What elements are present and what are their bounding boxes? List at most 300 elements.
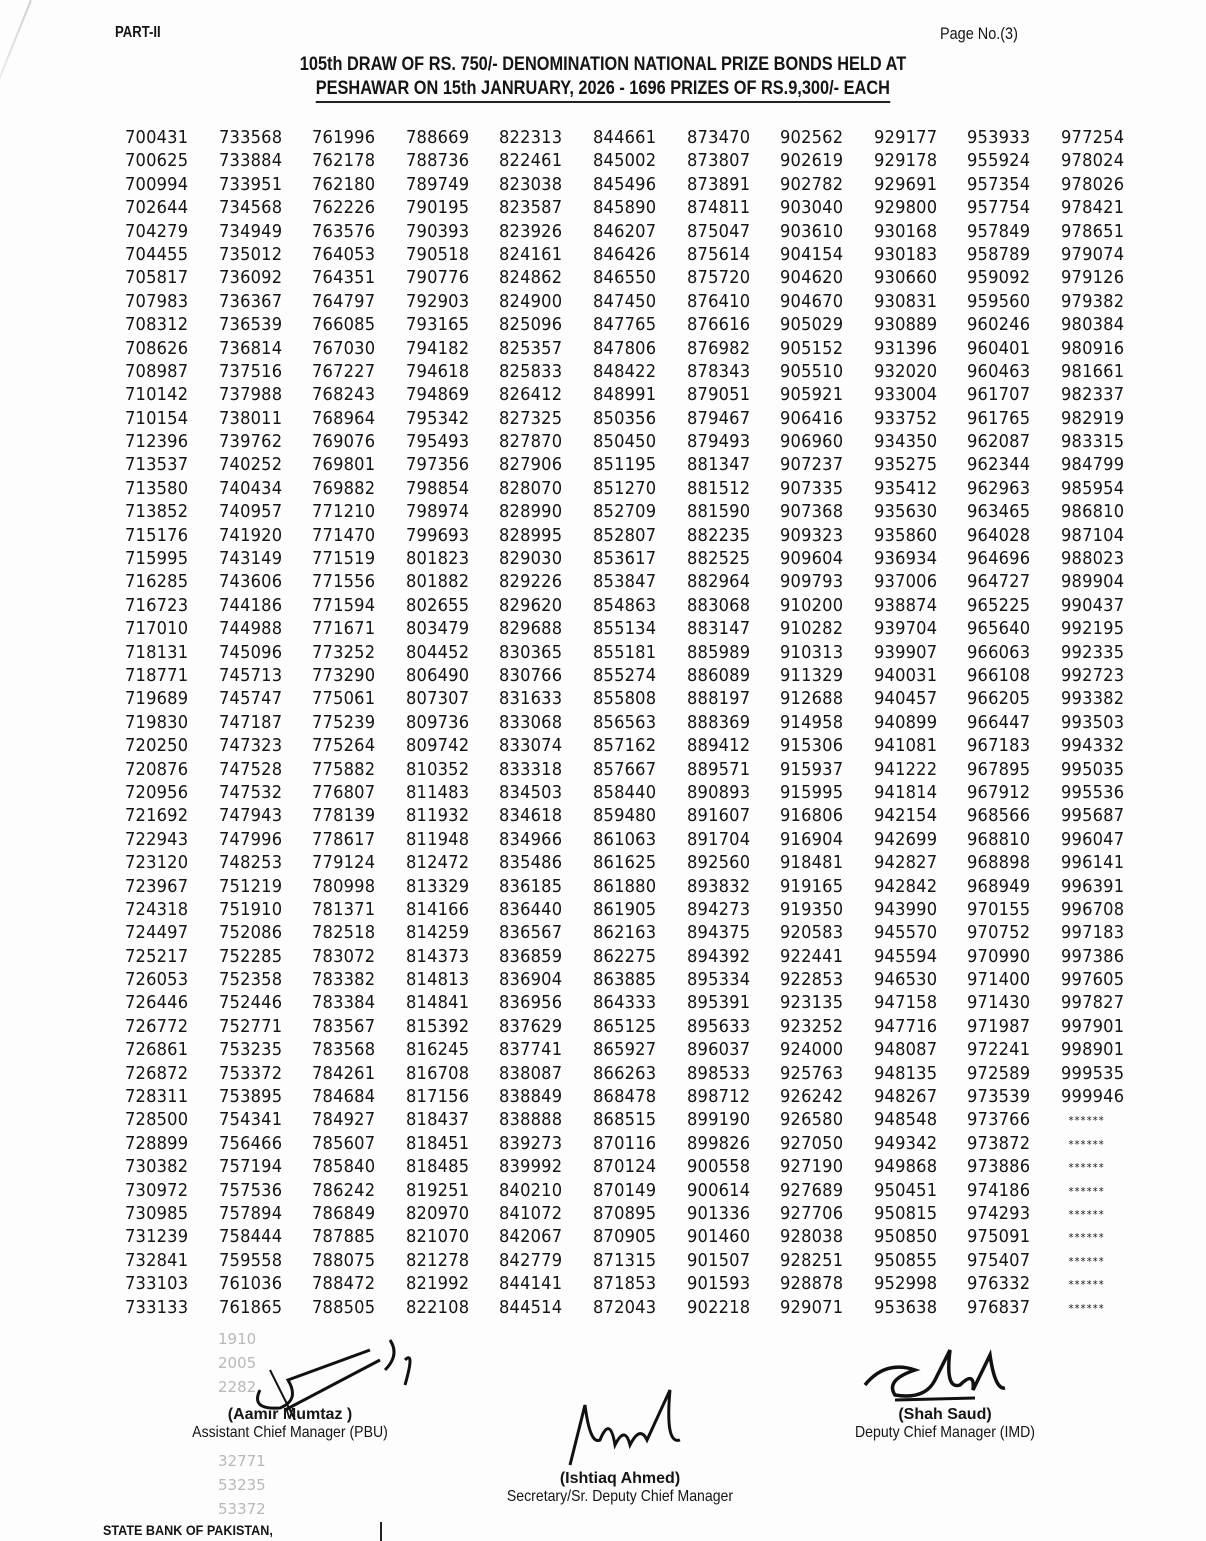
bleed-through-number: 1910: [218, 1330, 257, 1348]
prize-bond-number: 996141: [1060, 853, 1125, 874]
prize-bond-number: 868515: [592, 1110, 657, 1131]
prize-bond-number: 720956: [125, 782, 189, 803]
prize-bond-number: 787885: [312, 1227, 376, 1248]
prize-bond-number: 788669: [405, 128, 470, 148]
prize-bond-number: 761996: [312, 128, 376, 148]
prize-bond-number: 747943: [218, 806, 282, 827]
prize-bond-number: 978024: [1060, 151, 1125, 172]
prize-bond-number: 916904: [780, 829, 844, 850]
prize-bond-number: 861063: [592, 829, 657, 850]
prize-bond-number: 930889: [873, 315, 938, 336]
prize-bond-number: 948548: [873, 1110, 938, 1131]
prize-bond-number: 988023: [1060, 549, 1125, 570]
prize-bond-number: 702644: [125, 198, 189, 219]
prize-bond-number: 747323: [218, 736, 282, 757]
prize-bond-number: 730382: [125, 1157, 189, 1178]
prize-bond-number: 975407: [967, 1250, 1031, 1271]
prize-bond-number: 942154: [873, 806, 938, 827]
prize-bond-number: 823038: [499, 174, 563, 195]
prize-bond-number: 997183: [1060, 923, 1125, 944]
prize-bond-number: 955924: [967, 151, 1031, 172]
prize-bond-number: 888369: [686, 712, 750, 733]
prize-bond-number: 907237: [780, 455, 844, 476]
prize-bond-number: 966108: [967, 665, 1031, 686]
prize-bond-number: 967912: [967, 782, 1031, 803]
prize-bond-number: 848991: [592, 385, 657, 406]
prize-bond-number: 871315: [592, 1250, 657, 1271]
bleed-through-number: 53235: [218, 1476, 266, 1494]
prize-bond-number: 883147: [686, 619, 750, 640]
prize-bond-number: 862163: [592, 923, 657, 944]
prize-bond-number: 732841: [125, 1250, 189, 1271]
prize-bond-number: 890893: [686, 782, 750, 803]
prize-bond-number: 865927: [592, 1040, 657, 1061]
prize-bond-number: 767227: [312, 361, 376, 382]
prize-bond-number: 846426: [592, 244, 657, 265]
prize-bond-number: 907335: [780, 478, 844, 499]
prize-bond-number: 747532: [218, 782, 282, 803]
prize-bond-number: 816245: [405, 1040, 470, 1061]
prize-bond-number: 824900: [499, 291, 563, 312]
prize-bond-number: 790776: [405, 268, 470, 289]
prize-bond-number: 927689: [780, 1180, 844, 1201]
prize-bond-number: 823926: [499, 221, 563, 242]
prize-bond-number: 995536: [1060, 782, 1125, 803]
prize-bond-number: 767030: [312, 338, 376, 359]
prize-bond-number: 836185: [499, 876, 563, 897]
number-column: [499, 127, 593, 1320]
prize-bond-number: 798974: [405, 502, 470, 523]
prize-bond-number: 716285: [125, 572, 189, 593]
prize-bond-number: 936934: [873, 549, 938, 570]
prize-bond-number: 929071: [780, 1297, 844, 1318]
prize-bond-number: 836956: [499, 993, 563, 1014]
prize-bond-number: 845890: [592, 198, 657, 219]
prize-bond-number: 839273: [499, 1133, 563, 1154]
number-column: [1061, 127, 1155, 1320]
prize-bond-number: 710154: [125, 408, 189, 429]
prize-bond-number: 962087: [967, 432, 1031, 453]
prize-bond-number: 795342: [405, 408, 470, 429]
prize-bond-number: 929800: [873, 198, 938, 219]
prize-bond-number: 972589: [967, 1063, 1031, 1084]
prize-bond-number: 818437: [405, 1110, 470, 1131]
prize-bond-number: 960401: [967, 338, 1031, 359]
divider-line: [380, 1522, 382, 1541]
prize-bond-number: 989904: [1060, 572, 1125, 593]
prize-bond-number: 827870: [499, 432, 563, 453]
winning-numbers-grid: [125, 127, 1155, 1320]
prize-bond-number: 818451: [405, 1133, 470, 1154]
prize-bond-number: 757536: [218, 1180, 282, 1201]
prize-bond-number: 910313: [780, 642, 844, 663]
prize-bond-number: 803479: [405, 619, 470, 640]
prize-bond-number: 836567: [499, 923, 563, 944]
prize-bond-number: 839992: [499, 1157, 563, 1178]
prize-bond-number: 775061: [312, 689, 376, 710]
prize-bond-number: 778139: [312, 806, 376, 827]
number-column: [967, 127, 1061, 1320]
prize-bond-number: 975091: [967, 1227, 1031, 1248]
prize-bond-number: 942827: [873, 853, 938, 874]
empty-slot-marker: ******: [1068, 1137, 1105, 1151]
prize-bond-number: 793165: [405, 315, 470, 336]
prize-bond-number: 820970: [405, 1203, 470, 1224]
prize-bond-number: 789749: [405, 174, 470, 195]
prize-bond-number: 891704: [686, 829, 750, 850]
prize-bond-number: 733568: [218, 128, 282, 148]
prize-bond-number: 842779: [499, 1250, 563, 1271]
prize-bond-number: 734949: [218, 221, 282, 242]
signatory-name: (Shah Saud): [898, 1406, 992, 1423]
signatory-block-shah-saud: [820, 1406, 1070, 1442]
prize-bond-number: 973872: [967, 1133, 1031, 1154]
prize-bond-number: 798854: [405, 478, 470, 499]
prize-bond-number: 752086: [218, 923, 282, 944]
prize-bond-number: 790518: [405, 244, 470, 265]
bleed-through-number: 2005: [218, 1354, 257, 1372]
prize-bond-number: 876982: [686, 338, 750, 359]
prize-bond-number: 731239: [125, 1227, 189, 1248]
prize-bond-number: 816708: [405, 1063, 470, 1084]
prize-bond-number: 827906: [499, 455, 563, 476]
prize-bond-number: 809742: [405, 736, 470, 757]
prize-bond-number: 931396: [873, 338, 938, 359]
prize-bond-number: 885989: [686, 642, 750, 663]
prize-bond-number: 828995: [499, 525, 563, 546]
prize-bond-number: 888197: [686, 689, 750, 710]
prize-bond-number: 928251: [780, 1250, 844, 1271]
prize-bond-number: 957849: [967, 221, 1031, 242]
prize-bond-number: 901336: [686, 1203, 750, 1224]
prize-bond-number: 834966: [499, 829, 563, 850]
prize-bond-number: 822461: [499, 151, 563, 172]
prize-bond-number: 825833: [499, 361, 563, 382]
prize-bond-number: 736092: [218, 268, 282, 289]
prize-bond-number: 713537: [125, 455, 189, 476]
prize-bond-number: 876410: [686, 291, 750, 312]
prize-bond-number: 950815: [873, 1203, 938, 1224]
prize-bond-number: 775264: [312, 736, 376, 757]
prize-bond-number: 929177: [873, 128, 938, 148]
prize-bond-number: 965225: [967, 595, 1031, 616]
prize-bond-number: 948087: [873, 1040, 938, 1061]
prize-bond-number: 753372: [218, 1063, 282, 1084]
prize-bond-number: 814813: [405, 970, 470, 991]
prize-bond-number: 743606: [218, 572, 282, 593]
prize-bond-number: 953933: [967, 128, 1031, 148]
prize-bond-number: 855808: [592, 689, 657, 710]
prize-bond-number: 718131: [125, 642, 189, 663]
prize-bond-number: 708312: [125, 315, 189, 336]
prize-bond-number: 855134: [592, 619, 657, 640]
prize-bond-number: 854863: [592, 595, 657, 616]
prize-bond-number: 939704: [873, 619, 938, 640]
prize-bond-number: 756466: [218, 1133, 282, 1154]
prize-bond-number: 802655: [405, 595, 470, 616]
number-column: [406, 127, 500, 1320]
prize-bond-number: 744186: [218, 595, 282, 616]
prize-bond-number: 962963: [967, 478, 1031, 499]
prize-bond-number: 753895: [218, 1087, 282, 1108]
prize-bond-number: 834503: [499, 782, 563, 803]
prize-bond-number: 846550: [592, 268, 657, 289]
prize-bond-number: 723967: [125, 876, 189, 897]
prize-bond-number: 780998: [312, 876, 376, 897]
prize-bond-number: 851195: [592, 455, 657, 476]
prize-bond-number: 937006: [873, 572, 938, 593]
prize-bond-number: 995035: [1060, 759, 1125, 780]
prize-bond-number: 752285: [218, 946, 282, 967]
prize-bond-number: 824161: [499, 244, 563, 265]
prize-bond-number: 713852: [125, 502, 189, 523]
prize-bond-number: 968810: [967, 829, 1031, 850]
prize-bond-number: 835486: [499, 853, 563, 874]
prize-bond-number: 863885: [592, 970, 657, 991]
prize-bond-number: 947158: [873, 993, 938, 1014]
prize-bond-number: 974293: [967, 1203, 1031, 1224]
prize-bond-number: 837629: [499, 1016, 563, 1037]
prize-bond-number: 757894: [218, 1203, 282, 1224]
prize-bond-number: 928038: [780, 1227, 844, 1248]
prize-bond-number: 933752: [873, 408, 938, 429]
prize-bond-number: 901460: [686, 1227, 750, 1248]
number-column: [125, 127, 219, 1320]
prize-bond-number: 990437: [1060, 595, 1125, 616]
prize-bond-number: 903610: [780, 221, 844, 242]
prize-bond-number: 992195: [1060, 619, 1125, 640]
prize-bond-number: 964696: [967, 549, 1031, 570]
prize-bond-number: 952998: [873, 1274, 938, 1295]
prize-bond-number: 726861: [125, 1040, 189, 1061]
bleed-through-number: 53372: [218, 1500, 266, 1518]
prize-bond-number: 769801: [312, 455, 376, 476]
prize-bond-number: 902782: [780, 174, 844, 195]
prize-bond-number: 762178: [312, 151, 376, 172]
prize-bond-number: 963465: [967, 502, 1031, 523]
prize-bond-number: 738011: [218, 408, 282, 429]
prize-bond-number: 905029: [780, 315, 844, 336]
prize-bond-number: 821278: [405, 1250, 470, 1271]
prize-bond-number: 783568: [312, 1040, 376, 1061]
signatory-block-ishtiaq-ahmed: [470, 1470, 770, 1506]
prize-bond-number: 829226: [499, 572, 563, 593]
prize-bond-number: 894375: [686, 923, 750, 944]
prize-bond-number: 923252: [780, 1016, 844, 1037]
prize-bond-number: 932020: [873, 361, 938, 382]
prize-bond-number: 971400: [967, 970, 1031, 991]
prize-bond-number: 909604: [780, 549, 844, 570]
prize-bond-number: 903040: [780, 198, 844, 219]
prize-bond-number: 848422: [592, 361, 657, 382]
prize-bond-number: 837741: [499, 1040, 563, 1061]
prize-bond-number: 856563: [592, 712, 657, 733]
prize-bond-number: 726872: [125, 1063, 189, 1084]
prize-bond-number: 719689: [125, 689, 189, 710]
prize-bond-number: 873891: [686, 174, 750, 195]
prize-bond-number: 700625: [125, 151, 189, 172]
prize-bond-number: 997901: [1060, 1016, 1125, 1037]
prize-bond-number: 831633: [499, 689, 563, 710]
prize-bond-number: 783382: [312, 970, 376, 991]
prize-bond-number: 844141: [499, 1274, 563, 1295]
prize-bond-number: 758444: [218, 1227, 282, 1248]
bleed-through-number: 32771: [218, 1452, 266, 1470]
prize-bond-number: 716723: [125, 595, 189, 616]
prize-bond-number: 853617: [592, 549, 657, 570]
prize-bond-number: 736814: [218, 338, 282, 359]
prize-bond-number: 870895: [592, 1203, 657, 1224]
prize-bond-number: 788075: [312, 1250, 376, 1271]
empty-slot-marker: ******: [1068, 1301, 1105, 1315]
prize-bond-number: 862275: [592, 946, 657, 967]
prize-bond-number: 919350: [780, 899, 844, 920]
prize-bond-number: 720876: [125, 759, 189, 780]
prize-bond-number: 783567: [312, 1016, 376, 1037]
prize-bond-number: 740434: [218, 478, 282, 499]
prize-bond-number: 941222: [873, 759, 938, 780]
prize-bond-number: 977254: [1060, 128, 1125, 148]
prize-bond-number: 745713: [218, 665, 282, 686]
prize-bond-number: 878343: [686, 361, 750, 382]
prize-bond-number: 841072: [499, 1203, 563, 1224]
prize-bond-number: 871853: [592, 1274, 657, 1295]
prize-bond-number: 829030: [499, 549, 563, 570]
prize-bond-number: 813329: [405, 876, 470, 897]
prize-bond-number: 723120: [125, 853, 189, 874]
prize-bond-number: 995687: [1060, 806, 1125, 827]
prize-bond-number: 728899: [125, 1133, 189, 1154]
prize-bond-number: 747996: [218, 829, 282, 850]
prize-bond-number: 927706: [780, 1203, 844, 1224]
prize-bond-number: 979382: [1060, 291, 1125, 312]
prize-bond-number: 935630: [873, 502, 938, 523]
prize-bond-number: 942842: [873, 876, 938, 897]
prize-bond-number: 970155: [967, 899, 1031, 920]
prize-bond-number: 993382: [1060, 689, 1125, 710]
prize-bond-number: 838849: [499, 1087, 563, 1108]
prize-bond-number: 902562: [780, 128, 844, 148]
prize-bond-number: 957754: [967, 198, 1031, 219]
prize-bond-number: 904670: [780, 291, 844, 312]
prize-bond-number: 929178: [873, 151, 938, 172]
prize-bond-number: 899826: [686, 1133, 750, 1154]
prize-bond-number: 910282: [780, 619, 844, 640]
empty-slot-marker: ******: [1068, 1184, 1105, 1198]
institution-name: STATE BANK OF PAKISTAN,: [103, 1522, 273, 1538]
prize-bond-number: 948267: [873, 1087, 938, 1108]
prize-bond-number: 901507: [686, 1250, 750, 1271]
prize-bond-number: 814166: [405, 899, 470, 920]
prize-bond-number: 751219: [218, 876, 282, 897]
prize-bond-number: 911329: [780, 665, 844, 686]
prize-bond-number: 783072: [312, 946, 376, 967]
prize-bond-number: 861880: [592, 876, 657, 897]
prize-bond-number: 960463: [967, 361, 1031, 382]
prize-bond-number: 894392: [686, 946, 750, 967]
prize-bond-number: 712396: [125, 432, 189, 453]
prize-bond-number: 734568: [218, 198, 282, 219]
prize-bond-number: 924000: [780, 1040, 844, 1061]
prize-bond-number: 973766: [967, 1110, 1031, 1131]
prize-bond-number: 838888: [499, 1110, 563, 1131]
prize-bond-number: 997827: [1060, 993, 1125, 1014]
prize-bond-number: 769076: [312, 432, 376, 453]
prize-bond-number: 902218: [686, 1297, 750, 1318]
prize-bond-number: 811932: [405, 806, 470, 827]
prize-bond-number: 923135: [780, 993, 844, 1014]
prize-bond-number: 994332: [1060, 736, 1125, 757]
prize-bond-number: 960246: [967, 315, 1031, 336]
prize-bond-number: 751910: [218, 899, 282, 920]
prize-bond-number: 974186: [967, 1180, 1031, 1201]
prize-bond-number: 909323: [780, 525, 844, 546]
prize-bond-number: 762180: [312, 174, 376, 195]
prize-bond-number: 745747: [218, 689, 282, 710]
prize-bond-number: 964727: [967, 572, 1031, 593]
prize-bond-number: 855274: [592, 665, 657, 686]
prize-bond-number: 790393: [405, 221, 470, 242]
prize-bond-number: 971987: [967, 1016, 1031, 1037]
prize-bond-number: 753235: [218, 1040, 282, 1061]
prize-bond-number: 830766: [499, 665, 563, 686]
prize-bond-number: 904154: [780, 244, 844, 265]
prize-bond-number: 882964: [686, 572, 750, 593]
prize-bond-number: 775239: [312, 712, 376, 733]
prize-bond-number: 993503: [1060, 712, 1125, 733]
prize-bond-number: 797356: [405, 455, 470, 476]
prize-bond-number: 915995: [780, 782, 844, 803]
prize-bond-number: 935275: [873, 455, 938, 476]
empty-slot-marker: ******: [1068, 1254, 1105, 1268]
prize-bond-number: 997605: [1060, 970, 1125, 991]
prize-bond-number: 740957: [218, 502, 282, 523]
prize-bond-number: 754341: [218, 1110, 282, 1131]
prize-bond-number: 817156: [405, 1087, 470, 1108]
prize-bond-number: 870149: [592, 1180, 657, 1201]
prize-bond-number: 987104: [1060, 525, 1125, 546]
prize-bond-number: 941814: [873, 782, 938, 803]
prize-bond-number: 982337: [1060, 385, 1125, 406]
prize-bond-number: 773290: [312, 665, 376, 686]
prize-bond-number: 945594: [873, 946, 938, 967]
prize-bond-number: 978026: [1060, 174, 1125, 195]
empty-slot-marker: ******: [1068, 1231, 1105, 1245]
prize-bond-number: 771556: [312, 572, 376, 593]
document-title-line-2-text: PESHAWAR ON 15th JANRUARY, 2026 - 1696 PRIZES OF RS.9,300/- EACH: [316, 78, 890, 103]
prize-bond-number: 747187: [218, 712, 282, 733]
prize-bond-number: 866263: [592, 1063, 657, 1084]
prize-bond-number: 946530: [873, 970, 938, 991]
prize-bond-number: 992335: [1060, 642, 1125, 663]
prize-bond-number: 899190: [686, 1110, 750, 1131]
prize-bond-number: 910200: [780, 595, 844, 616]
empty-slot-marker: ******: [1068, 1161, 1105, 1175]
prize-bond-number: 764797: [312, 291, 376, 312]
prize-bond-number: 736367: [218, 291, 282, 312]
prize-bond-number: 893832: [686, 876, 750, 897]
prize-bond-number: 915306: [780, 736, 844, 757]
prize-bond-number: 927190: [780, 1157, 844, 1178]
signature-shah-saud-icon: [855, 1340, 1015, 1410]
signatory-role: Deputy Chief Manager (IMD): [855, 1424, 1035, 1441]
prize-bond-number: 829620: [499, 595, 563, 616]
prize-bond-number: 788505: [312, 1297, 376, 1318]
prize-bond-number: 724497: [125, 923, 189, 944]
prize-bond-number: 827325: [499, 408, 563, 429]
prize-bond-number: 922853: [780, 970, 844, 991]
prize-bond-number: 700431: [125, 128, 189, 148]
